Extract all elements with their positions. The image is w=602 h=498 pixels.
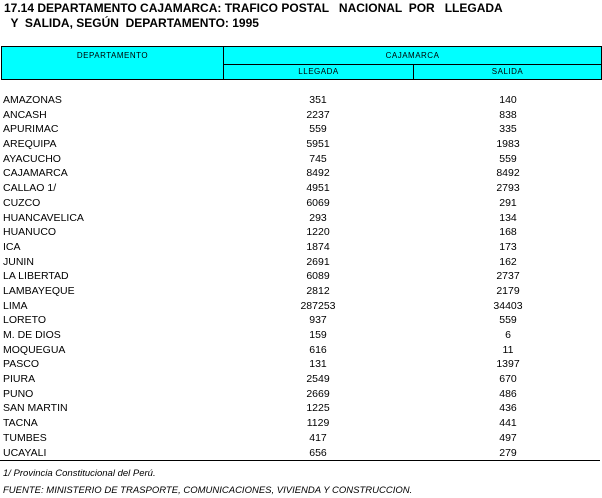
salida-cell: 2793: [496, 182, 520, 195]
llegada-cell: 351: [309, 94, 327, 106]
salida-cell: 559: [499, 152, 517, 165]
salida-cell: 1983: [496, 138, 520, 151]
department-cell: CUZCO: [3, 196, 41, 209]
llegada-cell: 656: [309, 446, 327, 459]
table-row: [0, 211, 602, 226]
table-row: [0, 240, 602, 255]
salida-cell: 134: [499, 211, 517, 224]
department-cell: PIURA: [3, 373, 36, 386]
llegada-cell: 1225: [306, 402, 330, 415]
header-departamento: DEPARTAMENTO: [1, 46, 224, 80]
department-cell: LA LIBERTAD: [3, 270, 69, 283]
salida-cell: 486: [499, 387, 517, 400]
department-cell: MOQUEGUA: [3, 343, 66, 356]
table-row: [0, 269, 602, 284]
llegada-cell: 2669: [306, 387, 330, 400]
department-cell: M. DE DIOS: [3, 329, 61, 341]
table-body: [0, 93, 602, 460]
llegada-cell: 559: [309, 123, 327, 136]
llegada-cell: 6069: [306, 196, 330, 209]
table-row: [0, 225, 602, 240]
footnote: 1/ Provincia Constitucional del Perú.: [3, 468, 156, 479]
salida-cell: 838: [499, 108, 517, 121]
department-cell: HUANUCO: [3, 226, 57, 239]
department-cell: CAJAMARCA: [3, 167, 68, 180]
llegada-cell: 131: [309, 358, 327, 371]
salida-cell: 34403: [493, 299, 523, 312]
table-row: [0, 166, 602, 181]
table-row: [0, 431, 602, 446]
llegada-cell: 5951: [306, 138, 330, 151]
table-row: [0, 108, 602, 123]
llegada-cell: 293: [309, 211, 327, 224]
salida-cell: 1397: [496, 358, 520, 371]
table-row: [0, 152, 602, 167]
salida-cell: 140: [499, 94, 517, 106]
llegada-cell: 2549: [306, 373, 330, 386]
salida-cell: 670: [499, 373, 517, 386]
department-cell: PASCO: [3, 358, 39, 371]
llegada-cell: 745: [309, 152, 327, 165]
llegada-cell: 2237: [306, 108, 330, 121]
header-llegada: LLEGADA: [223, 64, 414, 80]
salida-cell: 436: [499, 402, 517, 415]
llegada-cell: 1129: [306, 417, 330, 430]
salida-cell: 559: [499, 314, 517, 327]
llegada-cell: 2691: [306, 255, 330, 268]
department-cell: PUNO: [3, 387, 34, 400]
table-row: [0, 313, 602, 328]
table-row: [0, 284, 602, 299]
llegada-cell: 159: [309, 329, 327, 341]
salida-cell: 2737: [496, 270, 520, 283]
salida-cell: 173: [499, 240, 517, 253]
department-cell: LORETO: [3, 314, 46, 327]
table-row: [0, 416, 602, 431]
department-cell: TUMBES: [3, 431, 47, 444]
table-row: [0, 387, 602, 402]
header-cajamarca: CAJAMARCA: [223, 46, 602, 65]
salida-cell: 162: [499, 255, 517, 268]
department-cell: JUNIN: [3, 255, 34, 268]
department-cell: AMAZONAS: [3, 94, 62, 106]
title-line-2: Y SALIDA, SEGÚN DEPARTAMENTO: 1995: [4, 16, 259, 30]
salida-cell: 6: [505, 329, 511, 341]
llegada-cell: 2812: [306, 284, 330, 297]
table-row: [0, 343, 602, 358]
salida-cell: 8492: [496, 167, 520, 180]
department-cell: LAMBAYEQUE: [3, 284, 75, 297]
table-row: [0, 299, 602, 314]
table-row: [0, 357, 602, 372]
department-cell: ANCASH: [3, 108, 47, 121]
department-cell: LIMA: [3, 299, 28, 312]
table-header: [1, 46, 602, 80]
department-cell: ICA: [3, 240, 21, 253]
department-cell: AREQUIPA: [3, 138, 57, 151]
salida-cell: 441: [499, 417, 517, 430]
table-row: [0, 93, 602, 108]
table-row: [0, 181, 602, 196]
title-line-1: 17.14 DEPARTAMENTO CAJAMARCA: TRAFICO POSTAL NACIONAL POR LLEGADA: [4, 1, 503, 15]
table-row: [0, 255, 602, 270]
department-cell: TACNA: [3, 417, 38, 430]
salida-cell: 497: [499, 431, 517, 444]
llegada-cell: 1874: [306, 240, 330, 253]
llegada-cell: 6089: [306, 270, 330, 283]
department-cell: AYACUCHO: [3, 152, 61, 165]
llegada-cell: 4951: [306, 182, 330, 195]
department-cell: CALLAO 1/: [3, 182, 57, 195]
table-row: [0, 372, 602, 387]
footer-divider: [0, 460, 600, 461]
table-row: [0, 122, 602, 137]
department-cell: HUANCAVELICA: [3, 211, 84, 224]
llegada-cell: 1220: [306, 226, 330, 239]
llegada-cell: 417: [309, 431, 327, 444]
salida-cell: 2179: [496, 284, 520, 297]
llegada-cell: 616: [309, 343, 327, 356]
salida-cell: 11: [502, 343, 514, 356]
table-row: [0, 401, 602, 416]
department-cell: APURIMAC: [3, 123, 59, 136]
salida-cell: 291: [499, 196, 517, 209]
table-row: [0, 196, 602, 211]
department-cell: SAN MARTIN: [3, 402, 68, 415]
llegada-cell: 8492: [306, 167, 330, 180]
table-row: [0, 328, 602, 343]
salida-cell: 335: [499, 123, 517, 136]
department-cell: UCAYALI: [3, 446, 47, 459]
header-salida: SALIDA: [413, 64, 602, 80]
llegada-cell: 287253: [300, 299, 336, 312]
table-row: [0, 137, 602, 152]
source-note: FUENTE: MINISTERIO DE TRASPORTE, COMUNICACIONES, VIVIENDA Y CONSTRUCCION.: [3, 485, 413, 496]
salida-cell: 279: [499, 446, 517, 459]
salida-cell: 168: [499, 226, 517, 239]
table-row: [0, 446, 602, 461]
llegada-cell: 937: [309, 314, 327, 327]
